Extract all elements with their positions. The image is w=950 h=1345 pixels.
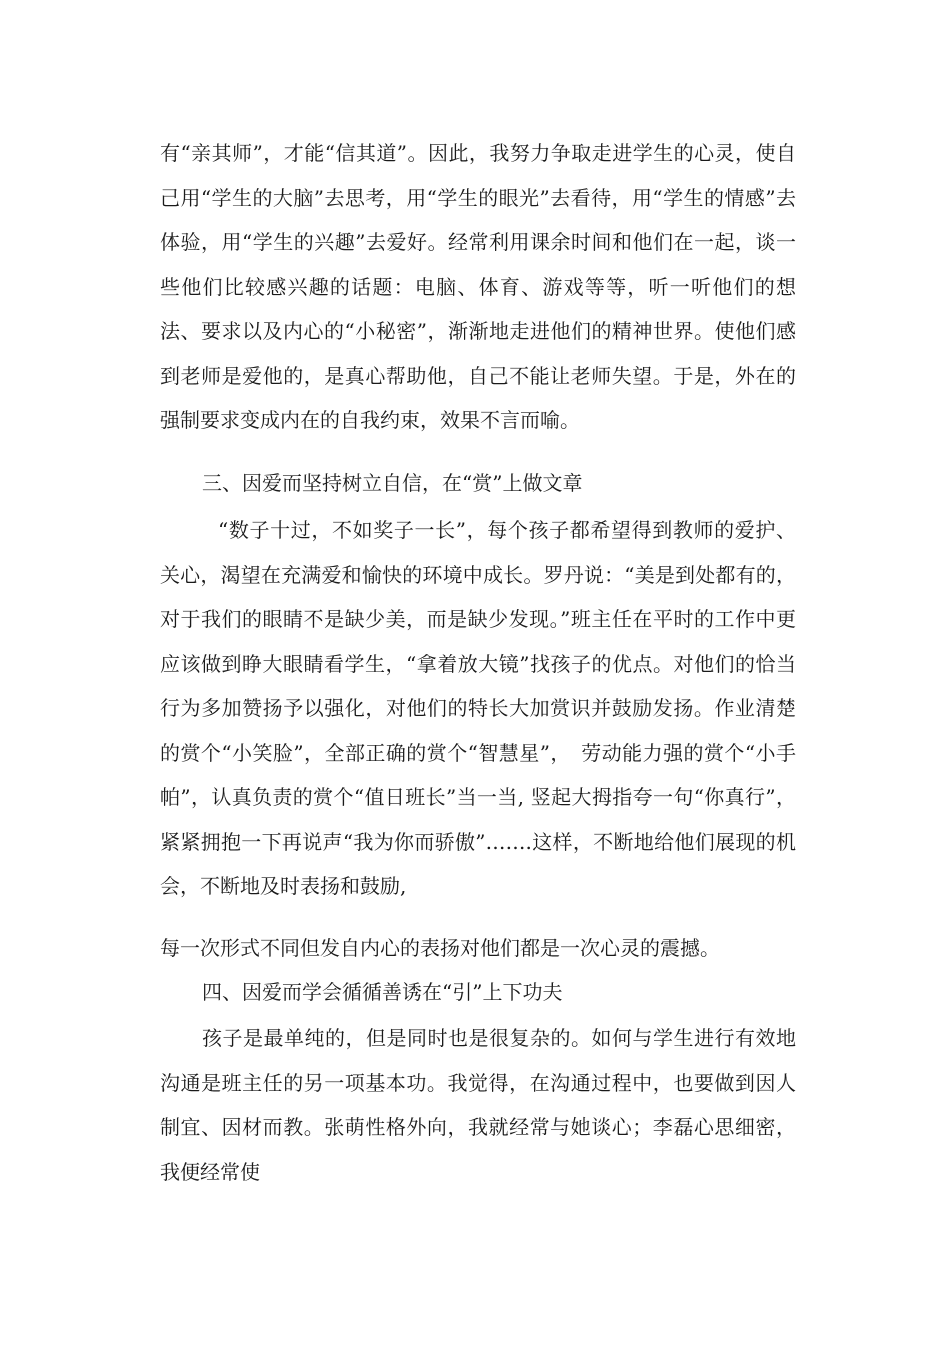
paragraph-text: 每一次形式不同但发自内心的表扬对他们都是一次心灵的震撼。 [160, 936, 720, 960]
paragraph-text: 孩子是最单纯的，但是同时也是很复杂的。如何与学生进行有效地沟通是班主任的另一项基本功。我觉得，在沟通过程中，也要做到因人制宜、因材而教。张萌性格外向，我就经常与她谈心；李磊心思细密，我便经常使 [160, 1026, 796, 1184]
paragraph-text: “数子十过，不如奖子一长”，每个孩子都希望得到教师的爱护、关心，渴望在充满爱和愉快的环境中成长。罗丹说：“美是到处都有的，对于我们的眼睛不是缺少美，而是缺少发现。”班主任在平时的工作中更应该做到睁大眼睛看学生，“拿着放大镜”找孩子的优点。对他们的恰当行为多加赞扬予以强化，对他们的特长大加赏识并鼓励发扬。作业清楚的赏个“小笑脸”，全部正确的赏个“智慧星”， 劳动能力强的赏个“小手帕”，认真负责的赏个“值日班长”当一当, 竖起大拇指夸一句“你真行”，紧紧拥抱一下再说声“我为你而骄傲”…….这样，不断地给他们展现的机会，不断地及时表扬和鼓励, [160, 518, 796, 898]
paragraph-praise [160, 508, 796, 909]
paragraph-qin-qi-shi [160, 131, 796, 443]
heading-text: 四、因爱而学会循循善诱在“引”上下功夫 [202, 980, 563, 1004]
paragraph-text: 有“亲其师”，才能“信其道”。因此，我努力争取走进学生的心灵，使自己用“学生的大脑”去思考，用“学生的眼光”去看待，用“学生的情感”去体验，用“学生的兴趣”去爱好。经常利用课余时间和他们在一起，谈一些他们比较感兴趣的话题：电脑、体育、游戏等等，听一听他们的想法、要求以及内心的“小秘密”，渐渐地走进他们的精神世界。使他们感到老师是爱他的，是真心帮助他，自己不能让老师失望。于是，外在的强制要求变成内在的自我约束，效果不言而喻。 [160, 141, 796, 432]
paragraph-communication [160, 1016, 796, 1194]
heading-text: 三、因爱而坚持树立自信，在“赏”上做文章 [202, 471, 583, 495]
section-heading-4 [160, 970, 796, 1015]
paragraph-shock [160, 926, 796, 971]
section-heading-3 [160, 461, 796, 506]
